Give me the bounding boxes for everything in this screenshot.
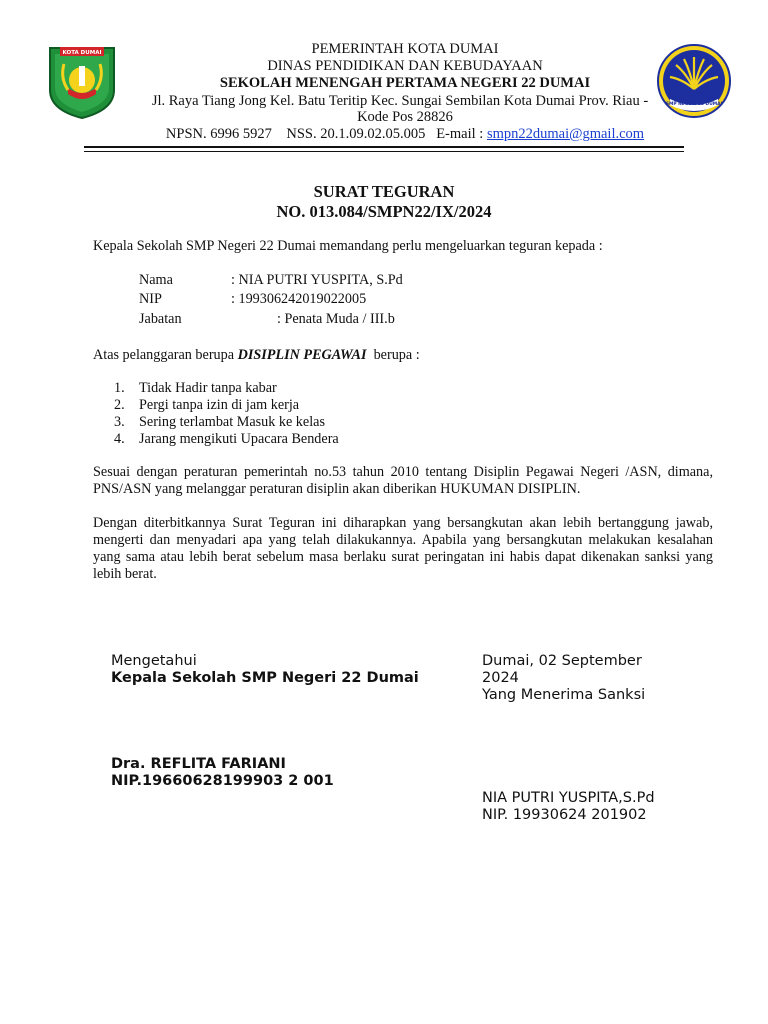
list-number: 4. <box>114 431 125 447</box>
regulation-paragraph: Sesuai dengan peraturan pemerintah no.53 tahun 2010 tentang Disiplin Pegawai Negeri /ASN, dimana, PNS/ASN yang melanggar peraturan disiplin akan diberikan HUKUMAN DISIPLIN. <box>93 464 713 497</box>
letter-number: NO. 013.084/SMPN22/IX/2024 <box>276 202 492 221</box>
list-item <box>114 414 339 431</box>
identity-label-nip: NIP <box>139 291 162 307</box>
kop-contact <box>120 126 690 143</box>
violation-suffix: berupa : <box>366 347 420 363</box>
sign-right-title: Yang Menerima Sanksi <box>482 687 646 703</box>
identity-label-position: Jabatan <box>139 311 182 327</box>
list-number: 1. <box>114 380 125 396</box>
list-item <box>114 431 339 448</box>
principal-name: Dra. REFLITA FARIANI <box>111 756 286 772</box>
kop-government: PEMERINTAH KOTA DUMAI <box>311 41 499 57</box>
list-text: Pergi tanpa izin di jam kerja <box>139 397 300 413</box>
kop-postcode: Kode Pos 28826 <box>357 109 453 125</box>
school-logo-label: SMP NEGERI 22 DUMAI <box>665 102 723 107</box>
violation-emphasis: DISIPLIN PEGAWAI <box>237 347 367 363</box>
letterhead-divider-thin <box>84 151 684 152</box>
principal-nip: NIP.19660628199903 2 001 <box>111 773 334 789</box>
sign-left-title: Kepala Sekolah SMP Negeri 22 Dumai <box>111 670 419 686</box>
kop-address: Jl. Raya Tiang Jong Kel. Batu Teritip Kec. Sungai Sembilan Kota Dumai Prov. Riau - <box>151 93 649 109</box>
kop-identifiers: NPSN. 6996 5927 NSS. 20.1.09.02.05.005 E-mail : <box>165 126 487 142</box>
list-number: 2. <box>114 397 125 413</box>
list-item <box>114 380 339 397</box>
list-text: Tidak Hadir tanpa kabar <box>139 380 277 396</box>
identity-value-nip: : 199306242019022005 <box>231 291 367 307</box>
letter-title: SURAT TEGURAN <box>313 182 455 201</box>
list-text: Sering terlambat Masuk ke kelas <box>139 414 325 430</box>
kota-dumai-emblem <box>46 44 118 120</box>
recipient-name: NIA PUTRI YUSPITA,S.Pd <box>482 790 655 806</box>
list-item <box>114 397 339 414</box>
identity-value-position: : Penata Muda / III.b <box>277 311 395 327</box>
letterhead-divider <box>84 146 684 148</box>
list-number: 3. <box>114 414 125 430</box>
recipient-nip: NIP. 19930624 201902 <box>482 807 647 823</box>
intro-text: Kepala Sekolah SMP Negeri 22 Dumai memandang perlu mengeluarkan teguran kepada : <box>93 238 603 254</box>
violation-list <box>114 380 339 448</box>
violation-line <box>93 347 420 364</box>
kop-school-name: SEKOLAH MENENGAH PERTAMA NEGERI 22 DUMAI <box>219 75 591 91</box>
sign-left-acknowledge: Mengetahui <box>111 653 197 669</box>
emblem-label: KOTA DUMAI <box>62 50 102 56</box>
letter-date: Dumai, 02 September 2024 <box>482 653 642 686</box>
consequence-paragraph: Dengan diterbitkannya Surat Teguran ini diharapkan yang bersangkutan akan lebih bertanggung jawab, mengerti dan menyadari apa yang telah dilakukannya. Apabila yang bersangkutan melakukan kesalahan yang sama atau lebih berat sebelum masa berlaku surat peringatan ini habis dapat dikenakan sanksi yang lebih berat. <box>93 515 713 582</box>
identity-value-name: : NIA PUTRI YUSPITA, S.Pd <box>231 272 403 288</box>
violation-prefix: Atas pelanggaran berupa <box>93 347 238 363</box>
list-text: Jarang mengikuti Upacara Bendera <box>139 431 339 447</box>
kop-department: DINAS PENDIDIKAN DAN KEBUDAYAAN <box>267 58 543 74</box>
identity-label-name: Nama <box>139 272 173 288</box>
email-link[interactable]: smpn22dumai@gmail.com <box>486 126 645 142</box>
